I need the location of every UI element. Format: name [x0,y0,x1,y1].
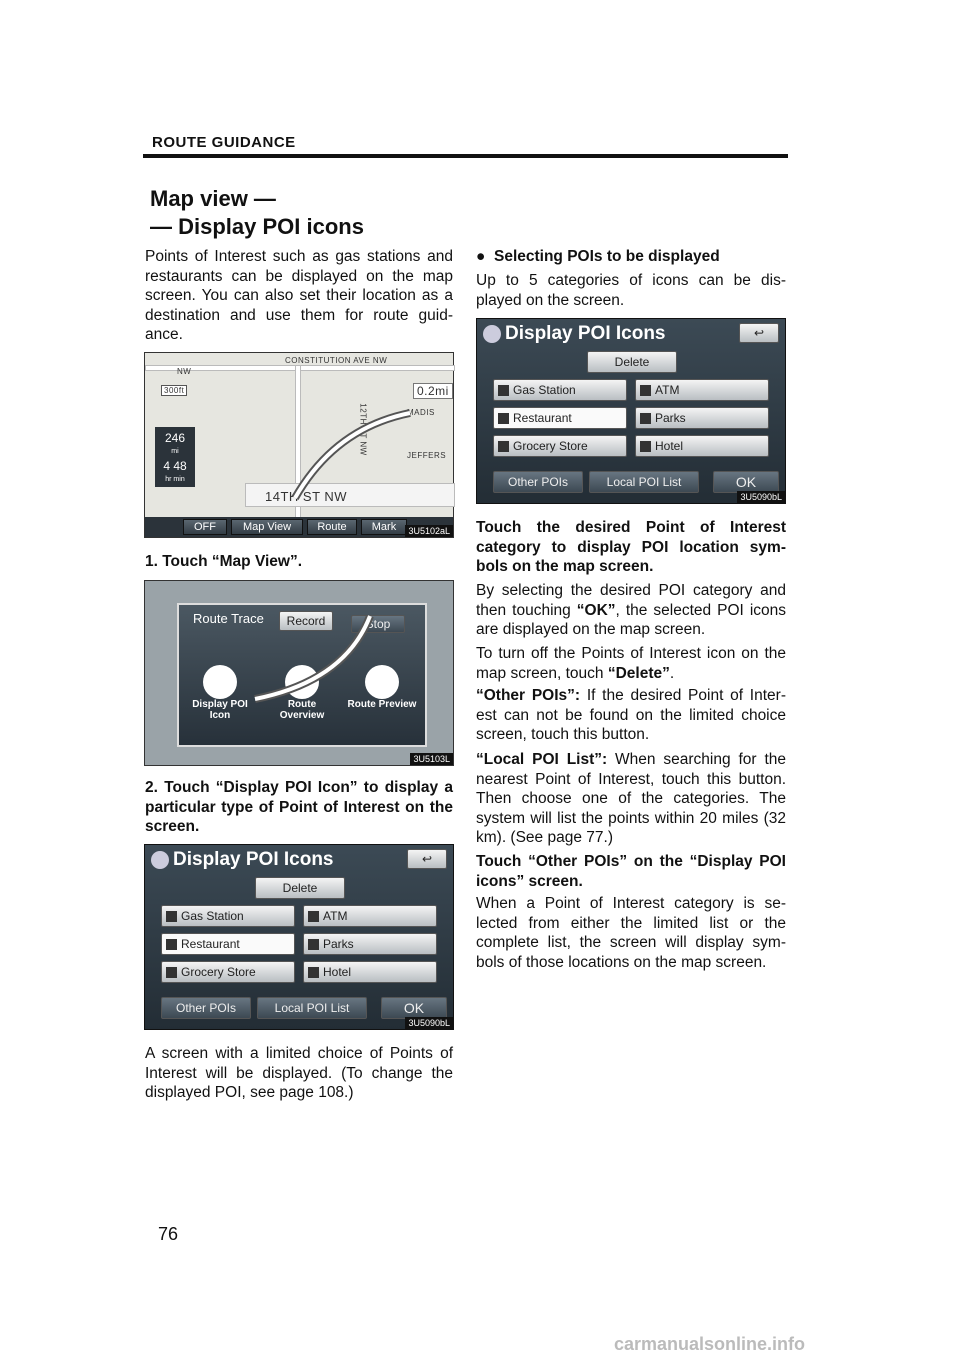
map-menu-panel: Route Trace Record Stop Display POI Icon Route Overview Route Preview [177,603,427,747]
atm-button[interactable]: ATM [303,905,437,927]
atm-button[interactable]: ATM [635,379,769,401]
figure-poi-left: Display POI Icons ↩ Delete Gas Station ATM Restaurant Parks Grocery Store Hotel Other POIs Local POI List OK 3U5090bL [144,844,454,1030]
bullet-text: Up to 5 categories of icons can be dis- played on the screen. [476,272,786,309]
record-button[interactable]: Record [279,611,333,631]
hotel-button[interactable]: Hotel [303,961,437,983]
hotel-icon [308,967,319,978]
poi-logo-icon [483,325,501,343]
gas-station-button[interactable]: Gas Station [493,379,627,401]
para-category-selected: When a Point of Interest category is se- lected from either the limited list or the complete list, the screen will display sym- bols of those locations on the map screen. [476,895,786,971]
bullet-heading: ● Selecting POIs to be displayed [476,248,720,265]
delete-button[interactable]: Delete [255,877,345,899]
restaurant-button[interactable]: Restaurant [493,407,627,429]
restaurant-button[interactable]: Restaurant [161,933,295,955]
display-poi-icon-button[interactable]: Display POI Icon [185,665,255,721]
back-button[interactable]: ↩ [407,849,447,869]
header-rule [143,154,788,158]
poi-logo-icon [151,851,169,869]
figure-map: CONSTITUTION AVE NW NW 300ft 0.2mi MADIS JEFFERS 12TH ST NW 14TH ST NW 246 mi 4 48 hr min OFF Map View Route Mark 3U5102aL [144,352,454,538]
para-delete: To turn off the Points of Interest icon on the map screen, touch “Delete”. [476,645,786,682]
bullet-icon: ● [476,248,494,265]
restaurant-icon [498,413,509,424]
other-pois-button[interactable]: Other POIs [493,471,583,493]
back-button[interactable]: ↩ [739,323,779,343]
hotel-button[interactable]: Hotel [635,435,769,457]
arrow-pointer-icon [265,408,415,508]
parks-icon [640,413,651,424]
off-button[interactable]: OFF [183,519,227,535]
para-ok: By selecting the desired POI category and then touching “OK”, the selected POI icons are displayed on the map screen. [476,582,786,638]
delete-button[interactable]: Delete [587,351,677,373]
restaurant-icon [166,939,177,950]
parks-icon [308,939,319,950]
poi-building-icon [203,665,237,699]
section-header: ROUTE GUIDANCE [152,134,296,151]
para-local-poi-list: “Local POI List”: When searching for the nearest Point of Interest, touch this button. Then choose one of the categories. The system will list the points within 20 miles (32 km). (See page 77.) [476,751,786,846]
grocery-store-button[interactable]: Grocery Store [493,435,627,457]
para-other-pois: “Other POIs”: If the desired Point of Inter- est can not be found on the limited choice screen, touch this button. [476,687,786,743]
touch-heading-2: Touch “Other POIs” on the “Display POI icons” screen. [476,853,786,890]
gas-station-icon [166,911,177,922]
ok-button[interactable]: OK [713,471,779,493]
route-button[interactable]: Route [307,519,357,535]
figure-menu: Route Trace Record Stop Display POI Icon Route Overview Route Preview 3U5103L [144,580,454,766]
eta-panel: 246 mi 4 48 hr min [155,427,195,487]
route-overview-button[interactable]: Route Overview [267,665,337,721]
route-preview-button[interactable]: Route Preview [347,665,417,710]
figure-poi-right: Display POI Icons ↩ Delete Gas Station ATM Restaurant Parks Grocery Store Hotel Other POIs Local POI List OK 3U5090bL [476,318,786,504]
step-1: 1. Touch “Map View”. [145,553,303,570]
closing-text: A screen with a limited choice of Points of Interest will be displayed. (To change the displayed POI, see page 108.) [145,1045,453,1101]
intro-text: Points of Interest such as gas stations and restaurants can be displayed on the map screen. You can also set their location as a destination and use them for route guid- ance. [145,248,453,343]
stop-button[interactable]: Stop [351,615,405,633]
other-pois-button[interactable]: Other POIs [161,997,251,1019]
mark-button[interactable]: Mark [361,519,407,535]
page-title: Map view — — Display POI icons [150,186,364,239]
local-poi-list-button[interactable]: Local POI List [257,997,367,1019]
atm-icon [640,385,651,396]
parks-button[interactable]: Parks [635,407,769,429]
hotel-icon [640,441,651,452]
ok-button[interactable]: OK [381,997,447,1019]
step-2: 2. Touch “Display POI Icon” to display a particular type of Point of Interest on the screen. [145,779,453,835]
parks-button[interactable]: Parks [303,933,437,955]
atm-icon [308,911,319,922]
local-poi-list-button[interactable]: Local POI List [589,471,699,493]
page-number: 76 [158,1224,179,1244]
grocery-store-button[interactable]: Grocery Store [161,961,295,983]
grocery-icon [166,967,177,978]
map-view-button[interactable]: Map View [231,519,303,535]
arrow-pointer-icon [235,611,385,711]
grocery-icon [498,441,509,452]
watermark: carmanualsonline.info [614,1334,806,1354]
gas-station-icon [498,385,509,396]
gas-station-button[interactable]: Gas Station [161,905,295,927]
touch-heading: Touch the desired Point of Interest category to display POI location sym- bols on the map screen. [476,519,786,575]
